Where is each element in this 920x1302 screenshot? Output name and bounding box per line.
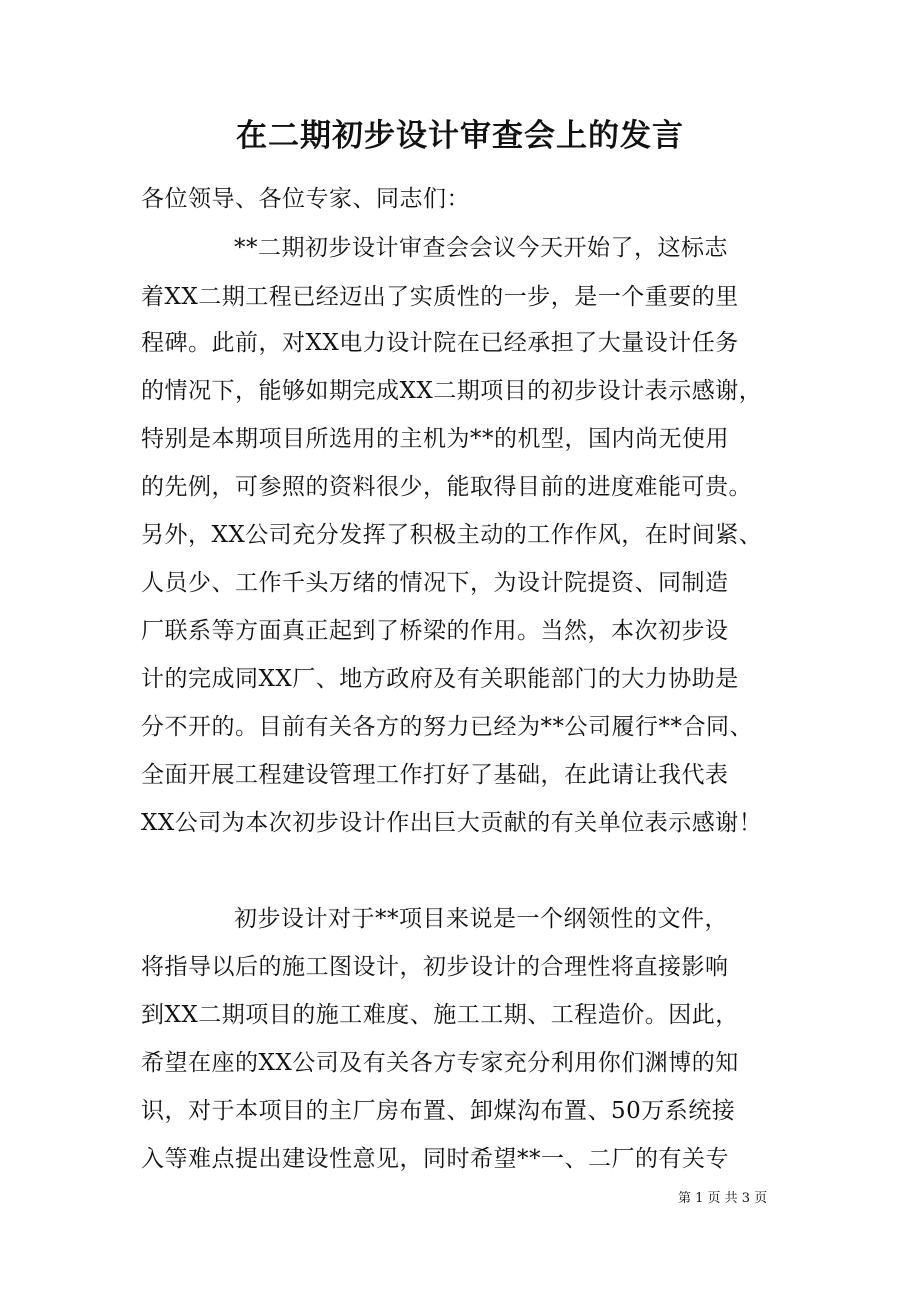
paragraph-line: 的先例，可参照的资料很少，能取得目前的进度难能可贵。 (141, 474, 752, 500)
paragraph-line: 另外，XX公司充分发挥了积极主动的工作作风，在时间紧、 (141, 522, 763, 548)
paragraph-line: 的情况下，能够如期完成XX二期项目的初步设计表示感谢， (141, 378, 763, 404)
paragraph-line: 希望在座的XX公司及有关各方专家充分利用你们渊博的知 (141, 1050, 739, 1076)
paragraph-line: 着XX二期工程已经迈出了实质性的一步，是一个重要的里 (141, 284, 739, 310)
paragraph-line: 厂联系等方面真正起到了桥梁的作用。当然，本次初步设 (141, 618, 729, 644)
paragraph-line: 程碑。此前，对XX电力设计院在已经承担了大量设计任务 (141, 330, 739, 356)
paragraph-line: 将指导以后的施工图设计，初步设计的合理性将直接影响 (141, 954, 729, 980)
paragraph-line: 全面开展工程建设管理工作打好了基础，在此请让我代表 (141, 762, 729, 788)
paragraph-line: XX公司为本次初步设计作出巨大贡献的有关单位表示感谢！ (141, 810, 763, 836)
paragraph-line: 人员少、工作千头万绪的情况下，为设计院提资、同制造 (141, 570, 729, 596)
page-title: 在二期初步设计审查会上的发言 (236, 118, 684, 154)
paragraph-line: 特别是本期项目所选用的主机为**的机型，国内尚无使用 (141, 426, 729, 452)
paragraph-line: 计的完成同XX厂、地方政府及有关职能部门的大力协助是 (141, 666, 739, 692)
paragraph-line: 到XX二期项目的施工难度、施工工期、工程造价。因此， (141, 1002, 739, 1028)
paragraph-line: 分不开的。目前有关各方的努力已经为**公司履行**合同、 (141, 714, 753, 740)
paragraph-line: 入等难点提出建设性意见，同时希望**一、二厂的有关专 (141, 1146, 729, 1172)
page-number-footer: 第 1 页 共 3 页 (678, 1191, 768, 1206)
paragraph-line: **二期初步设计审查会会议今天开始了，这标志 (234, 235, 728, 261)
salutation: 各位领导、各位专家、同志们： (141, 186, 470, 212)
paragraph-line: 识，对于本项目的主厂房布置、卸煤沟布置、50万系统接 (141, 1098, 736, 1124)
paragraph-line: 初步设计对于**项目来说是一个纲领性的文件， (234, 906, 728, 932)
